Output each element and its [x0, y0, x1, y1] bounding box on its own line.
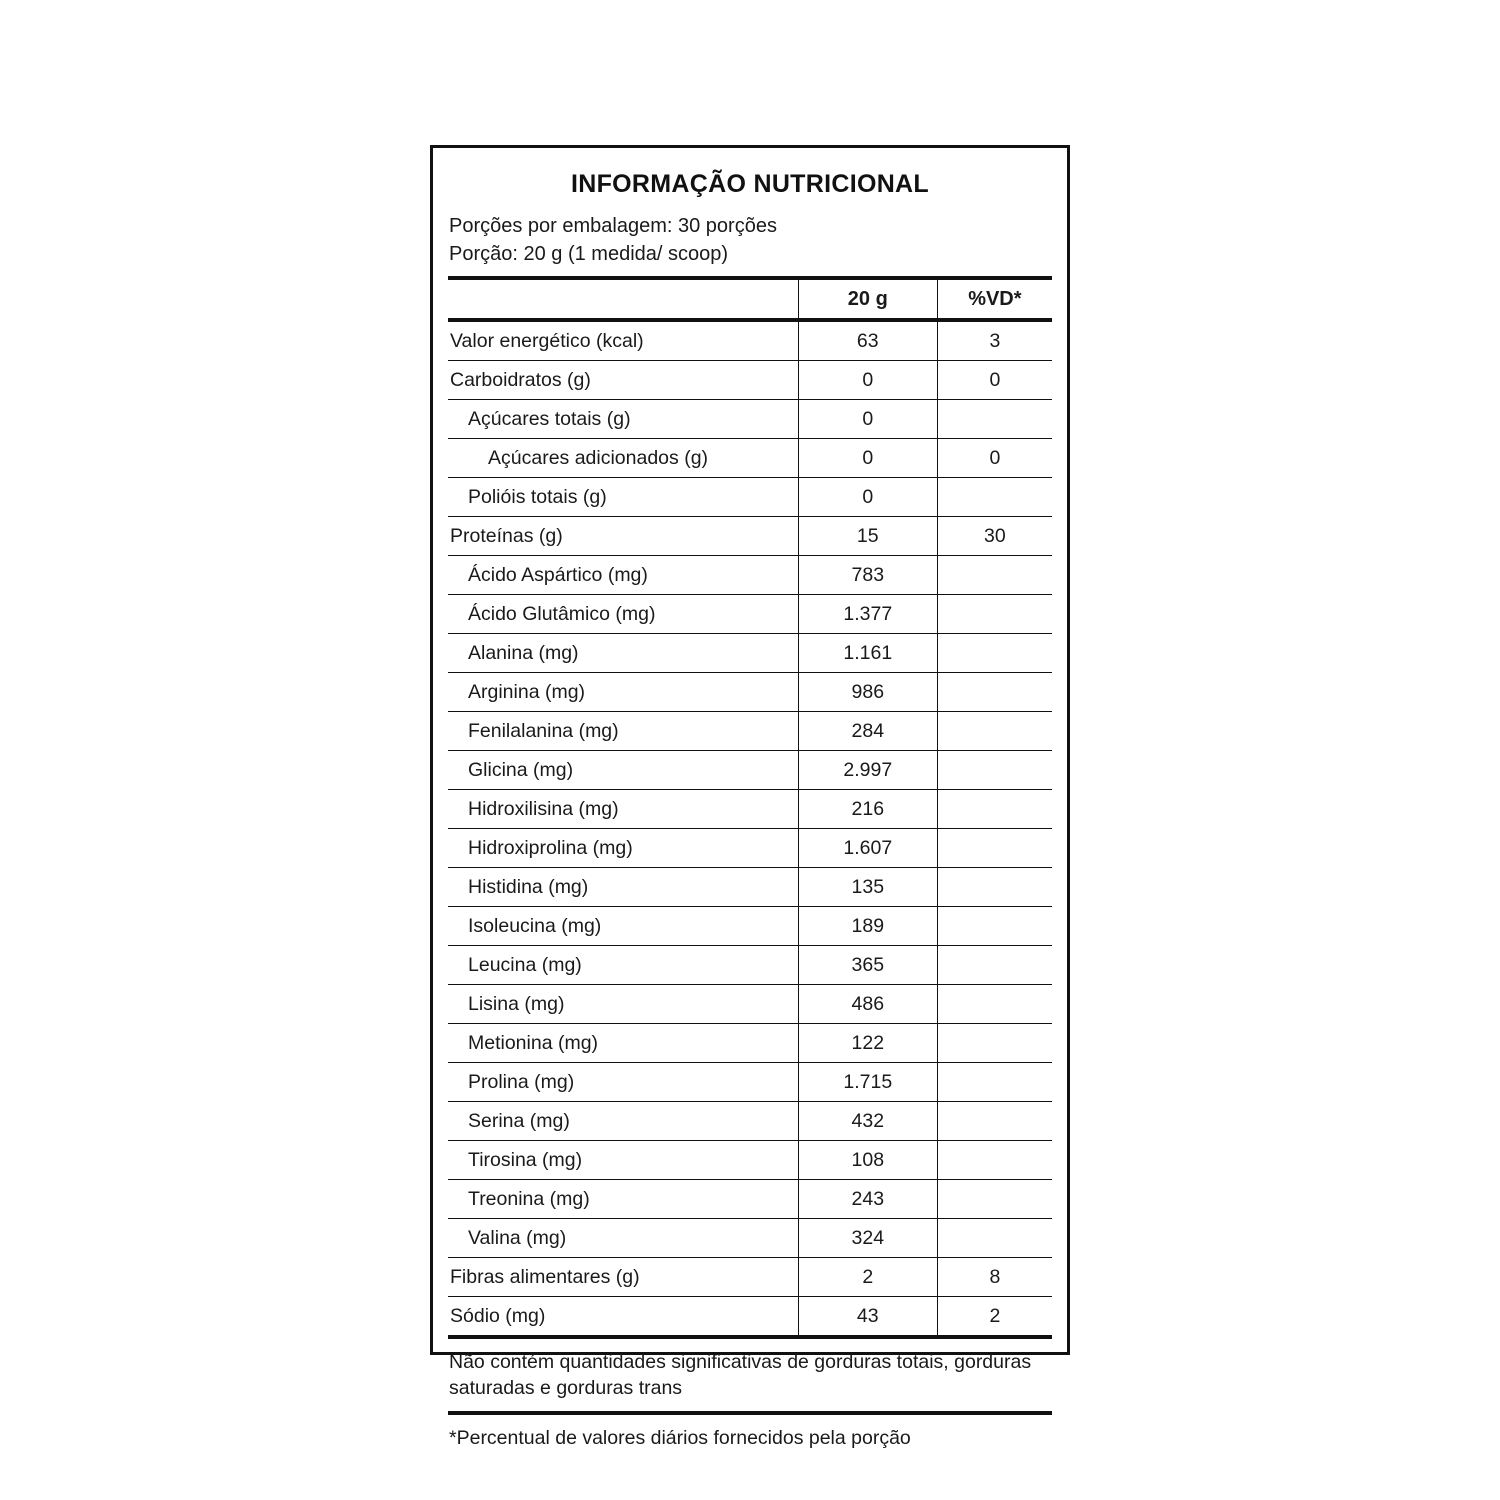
nutrient-name: Glicina (mg) [448, 751, 798, 790]
table-row [448, 1063, 1052, 1102]
column-header-nutrient [448, 278, 798, 320]
nutrient-name: Ácido Aspártico (mg) [448, 556, 798, 595]
nutrient-name: Hidroxiprolina (mg) [448, 829, 798, 868]
nutrient-amount: 2 [798, 1258, 937, 1297]
nutrient-amount: 122 [798, 1024, 937, 1063]
nutrient-amount: 0 [798, 439, 937, 478]
nutrient-amount: 216 [798, 790, 937, 829]
nutrient-name: Açúcares adicionados (g) [448, 439, 798, 478]
table-row [448, 751, 1052, 790]
page-title: INFORMAÇÃO NUTRICIONAL [571, 170, 929, 198]
table-row [448, 634, 1052, 673]
nutrient-amount: 43 [798, 1297, 937, 1338]
table-body [448, 320, 1052, 1337]
nutrient-daily-value [937, 1180, 1052, 1219]
nutrient-amount: 284 [798, 712, 937, 751]
table-row [448, 556, 1052, 595]
nutrient-amount: 486 [798, 985, 937, 1024]
servings-per-package: Porções por embalagem: 30 porções [449, 215, 777, 237]
table-row [448, 439, 1052, 478]
nutrient-amount: 0 [798, 400, 937, 439]
nutrient-daily-value: 3 [937, 320, 1052, 361]
nutrient-amount: 783 [798, 556, 937, 595]
table-row [448, 517, 1052, 556]
nutrient-name: Sódio (mg) [448, 1297, 798, 1338]
nutrient-name: Açúcares totais (g) [448, 400, 798, 439]
nutrient-daily-value [937, 673, 1052, 712]
serving-size: Porção: 20 g (1 medida/ scoop) [449, 242, 729, 265]
nutrient-amount: 63 [798, 320, 937, 361]
nutrient-daily-value [937, 868, 1052, 907]
nutrient-daily-value [937, 595, 1052, 634]
nutrient-amount: 0 [798, 361, 937, 400]
nutrient-name: Carboidratos (g) [448, 361, 798, 400]
nutrient-amount: 986 [798, 673, 937, 712]
footnote-daily-values: *Percentual de valores diários fornecidos pela porção [449, 1427, 911, 1450]
nutrient-name: Valor energético (kcal) [448, 320, 798, 361]
nutrient-amount: 1.161 [798, 634, 937, 673]
nutrient-name: Lisina (mg) [448, 985, 798, 1024]
nutrient-amount: 1.607 [798, 829, 937, 868]
nutrient-amount: 189 [798, 907, 937, 946]
nutrient-name: Alanina (mg) [448, 634, 798, 673]
nutrient-daily-value [937, 1219, 1052, 1258]
nutrient-daily-value: 0 [937, 439, 1052, 478]
nutrition-facts-panel [430, 145, 1070, 1450]
nutrient-amount: 432 [798, 1102, 937, 1141]
nutrient-name: Fibras alimentares (g) [448, 1258, 798, 1297]
column-header-dv: %VD* [937, 278, 1052, 320]
table-header-row [448, 278, 1052, 320]
nutrient-name: Histidina (mg) [448, 868, 798, 907]
nutrient-daily-value [937, 1024, 1052, 1063]
nutrient-amount: 365 [798, 946, 937, 985]
table-row [448, 985, 1052, 1024]
nutrient-name: Isoleucina (mg) [448, 907, 798, 946]
nutrient-daily-value [937, 790, 1052, 829]
nutrient-daily-value [937, 556, 1052, 595]
nutrient-name: Hidroxilisina (mg) [448, 790, 798, 829]
serving-info [433, 213, 1067, 268]
nutrient-daily-value: 30 [937, 517, 1052, 556]
nutrient-daily-value: 8 [937, 1258, 1052, 1297]
nutrient-amount: 324 [798, 1219, 937, 1258]
table-row [448, 320, 1052, 361]
table-row [448, 712, 1052, 751]
column-header-amount: 20 g [798, 278, 937, 320]
nutrient-daily-value [937, 712, 1052, 751]
table-row [448, 400, 1052, 439]
nutrient-name: Fenilalanina (mg) [448, 712, 798, 751]
nutrient-daily-value [937, 985, 1052, 1024]
table-row [448, 1297, 1052, 1338]
nutrient-amount: 2.997 [798, 751, 937, 790]
nutrient-name: Treonina (mg) [448, 1180, 798, 1219]
nutrient-daily-value [937, 1102, 1052, 1141]
nutrient-daily-value [937, 634, 1052, 673]
footnote-not-significant: Não contém quantidades significativas de gorduras totais, gorduras saturadas e gorduras trans [449, 1351, 1032, 1400]
nutrient-amount: 15 [798, 517, 937, 556]
table-row [448, 595, 1052, 634]
table-row [448, 1219, 1052, 1258]
nutrient-daily-value [937, 907, 1052, 946]
nutrient-daily-value [937, 829, 1052, 868]
table-row [448, 1141, 1052, 1180]
table-row [448, 1024, 1052, 1063]
nutrient-name: Proteínas (g) [448, 517, 798, 556]
table-row [448, 907, 1052, 946]
table-row [448, 790, 1052, 829]
table-row [448, 946, 1052, 985]
nutrient-daily-value: 0 [937, 361, 1052, 400]
table-row [448, 1102, 1052, 1141]
table-row [448, 1258, 1052, 1297]
nutrient-amount: 243 [798, 1180, 937, 1219]
nutrient-name: Arginina (mg) [448, 673, 798, 712]
nutrient-daily-value [937, 400, 1052, 439]
nutrient-name: Leucina (mg) [448, 946, 798, 985]
nutrient-amount: 135 [798, 868, 937, 907]
nutrient-name: Tirosina (mg) [448, 1141, 798, 1180]
nutrient-name: Prolina (mg) [448, 1063, 798, 1102]
nutrient-name: Valina (mg) [448, 1219, 798, 1258]
nutrient-name: Polióis totais (g) [448, 478, 798, 517]
nutrient-daily-value [937, 1063, 1052, 1102]
nutrition-table [448, 276, 1052, 1339]
nutrient-name: Metionina (mg) [448, 1024, 798, 1063]
nutrient-amount: 1.377 [798, 595, 937, 634]
table-row [448, 673, 1052, 712]
nutrient-daily-value: 2 [937, 1297, 1052, 1338]
table-row [448, 478, 1052, 517]
nutrient-name: Ácido Glutâmico (mg) [448, 595, 798, 634]
table-row [448, 361, 1052, 400]
nutrient-amount: 1.715 [798, 1063, 937, 1102]
nutrient-amount: 108 [798, 1141, 937, 1180]
table-row [448, 868, 1052, 907]
nutrient-name: Serina (mg) [448, 1102, 798, 1141]
nutrient-amount: 0 [798, 478, 937, 517]
nutrient-daily-value [937, 946, 1052, 985]
nutrient-daily-value [937, 751, 1052, 790]
table-row [448, 1180, 1052, 1219]
nutrient-daily-value [937, 1141, 1052, 1180]
table-row [448, 829, 1052, 868]
nutrient-daily-value [937, 478, 1052, 517]
